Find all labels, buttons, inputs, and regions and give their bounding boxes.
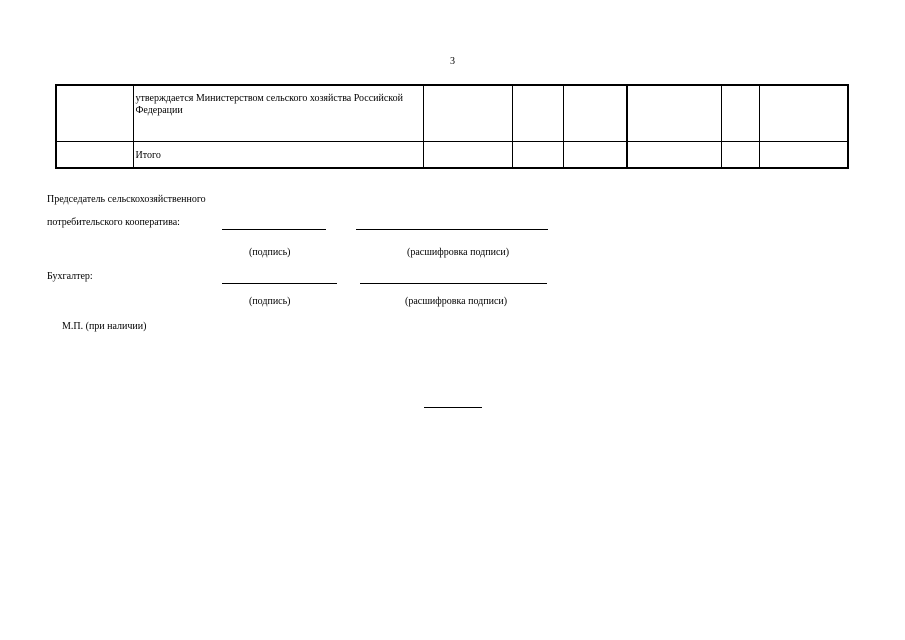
accountant-decoding-caption: (расшифровка подписи) — [405, 296, 508, 307]
page-number: 3 — [450, 56, 455, 67]
table-cell — [563, 85, 627, 141]
table-cell — [721, 85, 759, 141]
table-cell — [563, 141, 627, 168]
end-of-document-line — [424, 407, 482, 408]
table-row — [56, 141, 848, 168]
table-cell: утверждается Министерством сельского хозяйства Российской Федерации — [133, 85, 423, 141]
chairman-signature-caption: (подпись) — [249, 247, 291, 258]
chairman-title-line1: Председатель сельскохозяйственного — [47, 194, 206, 205]
chairman-title-line2: потребительского кооператива: — [47, 217, 180, 228]
accountant-signature-caption: (подпись) — [249, 296, 291, 307]
accountant-decoding-line — [360, 283, 547, 284]
table-cell — [423, 141, 512, 168]
seal-label: М.П. (при наличии) — [62, 321, 147, 332]
chairman-decoding-line — [356, 229, 548, 230]
table-cell — [512, 141, 563, 168]
chairman-signature-line — [222, 229, 326, 230]
report-table — [55, 84, 849, 169]
table-row — [56, 85, 848, 141]
table-cell — [56, 141, 133, 168]
table-cell — [423, 85, 512, 141]
table-cell: Итого — [133, 141, 423, 168]
table-cell — [512, 85, 563, 141]
table-cell — [721, 141, 759, 168]
table-cell — [627, 85, 721, 141]
accountant-signature-line — [222, 283, 337, 284]
table-cell — [627, 141, 721, 168]
table-cell — [56, 85, 133, 141]
table-cell — [759, 85, 848, 141]
accountant-label: Бухгалтер: — [47, 271, 93, 282]
table-cell — [759, 141, 848, 168]
chairman-decoding-caption: (расшифровка подписи) — [407, 247, 510, 258]
